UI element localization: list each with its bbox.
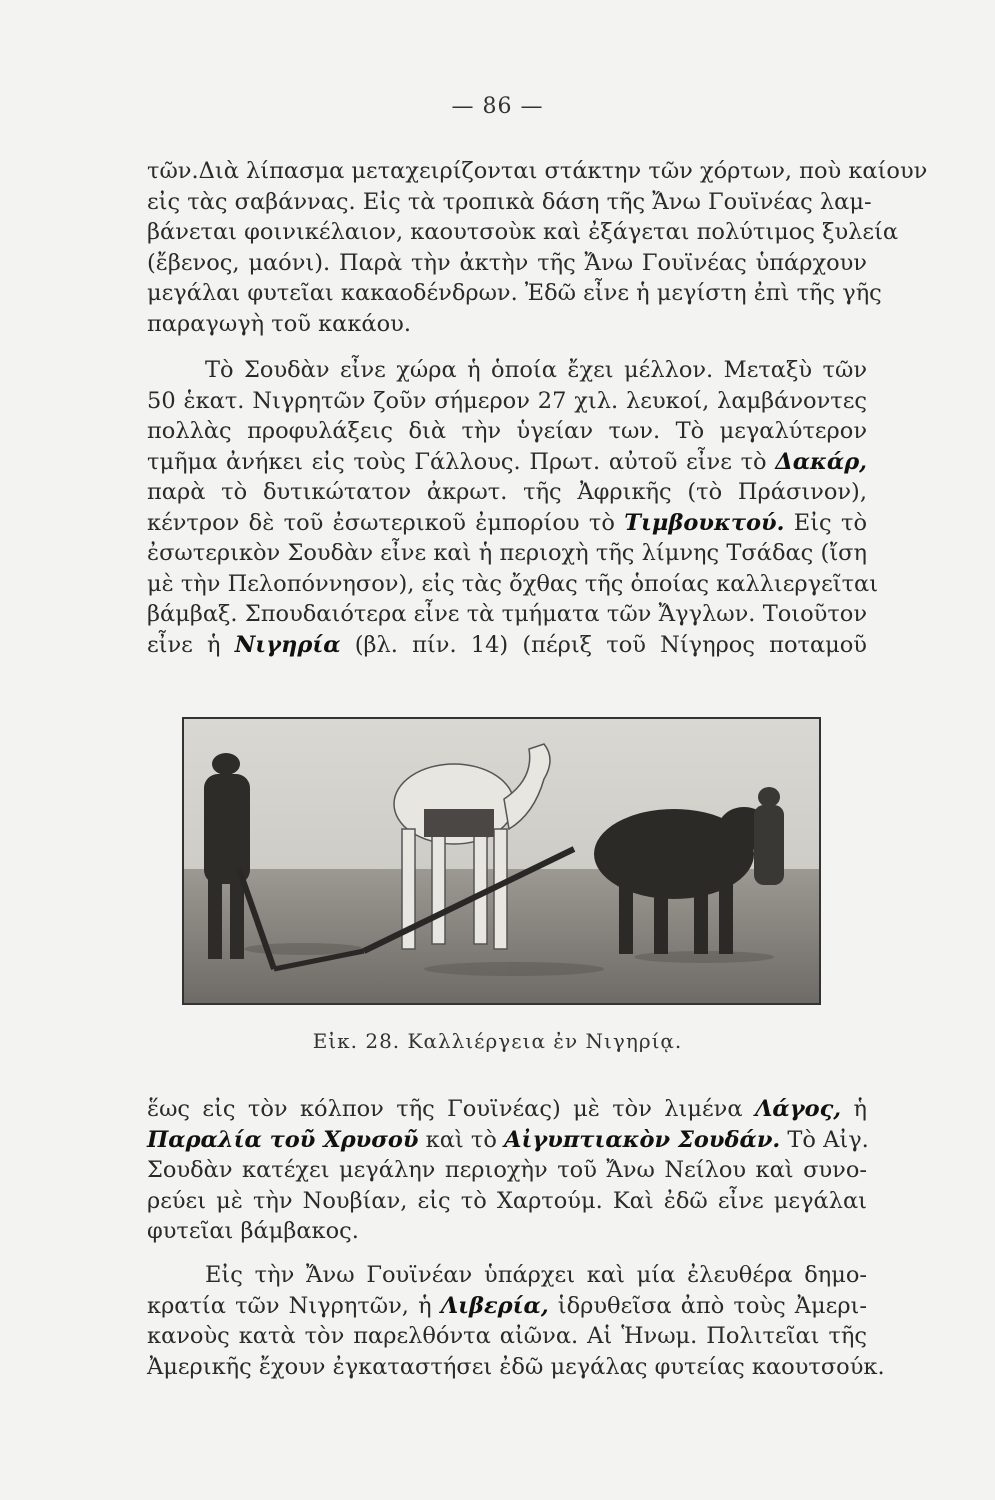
text-line: ρεύει μὲ τὴν Νουβίαν, εἰς τὸ Χαρτούμ. Καὶ ἐδῶ εἶνε μεγάλαι xyxy=(147,1187,867,1214)
text-run: τμῆμα ἀνήκει εἰς τοὺς Γάλλους. Πρωτ. αὐτοῦ εἶνε τὸ xyxy=(147,448,776,475)
place-name-dakar: Δακάρ, xyxy=(775,448,867,475)
text-line: παραγωγὴ τοῦ κακάου. xyxy=(147,310,411,337)
text-run: ἱδρυθεῖσα ἀπὸ τοὺς Ἀμερι- xyxy=(548,1292,867,1319)
text-run: Τὸ Αἰγ. xyxy=(780,1126,869,1153)
text-line: ἐσωτερικὸν Σουδὰν εἶνε καὶ ἡ περιοχὴ τῆς λίμνης Τσάδας (ἴση xyxy=(147,540,867,566)
text-line: πολλὰς προφυλάξεις διὰ τὴν ὑγείαν των. Τὸ μεγαλύτερον xyxy=(147,418,867,444)
text-line xyxy=(147,1125,867,1156)
text-line xyxy=(147,1094,867,1125)
text-line xyxy=(147,508,867,539)
page-number: — 86 — xyxy=(451,94,544,119)
paragraph-sudan xyxy=(147,355,879,660)
text-line: βάμβαξ. Σπουδαιότερα εἶνε τὰ τμήματα τῶν Ἄγγλων. Τοιοῦτον xyxy=(147,601,867,627)
text-line: κανοὺς κατὰ τὸν παρελθόντα αἰῶνα. Αἱ Ἡνωμ. Πολιτεῖαι τῆς xyxy=(147,1323,867,1349)
text-line: παρὰ τὸ δυτικώτατον ἀκρωτ. τῆς Ἀφρικῆς (τὸ Πράσινον), xyxy=(147,479,867,505)
text-run: ἕως εἰς τὸν κόλπον τῆς Γουϊνέας) μὲ τὸν λιμένα xyxy=(147,1096,755,1122)
text-line: Σουδὰν κατέχει μεγάλην περιοχὴν τοῦ Ἄνω Νείλου καὶ συνο- xyxy=(147,1157,867,1183)
text-line: (ἔβενος, μαόνι). Παρὰ τὴν ἀκτὴν τῆς Ἄνω Γουϊνέας ὑπάρχουν xyxy=(147,249,867,276)
text-line: φυτεῖαι βάμβακος. xyxy=(147,1218,359,1244)
text-line xyxy=(147,630,867,661)
place-name-gold-coast: Παραλία τοῦ Χρυσοῦ xyxy=(147,1126,419,1153)
figure-photo-plowing xyxy=(182,717,821,1005)
place-name-timbuktu: Τιμβουκτού. xyxy=(624,509,785,536)
text-run: (βλ. πίν. 14) (πέριξ τοῦ Νίγηρος ποταμοῦ xyxy=(340,631,867,658)
text-run: κέντρον δὲ τοῦ ἐσωτερικοῦ ἐμπορίου τὸ xyxy=(147,509,625,536)
paragraph-liberia xyxy=(147,1260,885,1382)
text-line: τῶν.Διὰ λίπασμα μεταχειρίζονται στάκτην τῶν χόρτων, ποὺ καίουν xyxy=(147,158,928,184)
text-line: μὲ τὴν Πελοπόννησον), εἰς τὰς ὄχθας τῆς ὁποίας καλλιεργεῖται xyxy=(147,570,879,597)
text-line: Ἀμερικῆς ἔχουν ἐγκαταστήσει ἐδῶ μεγάλας φυτείας καουτσούκ. xyxy=(147,1353,885,1380)
paragraph-nigeria-continued xyxy=(147,1094,867,1247)
text-line xyxy=(147,447,867,478)
text-line: Τὸ Σουδὰν εἶνε χώρα ἡ ὁποία ἔχει μέλλον. Μεταξὺ τῶν xyxy=(205,357,867,383)
text-line: εἰς τὰς σαβάννας. Εἰς τὰ τροπικὰ δάση τῆς Ἄνω Γουϊνέας λαμ- xyxy=(147,188,872,215)
plowing-scene-illustration xyxy=(184,719,819,1003)
place-name-egyptian-sudan: Αἰγυπτιακὸν Σουδάν. xyxy=(504,1126,781,1153)
place-name-lagos: Λάγος, xyxy=(754,1096,842,1122)
text-run: εἶνε ἡ xyxy=(147,631,235,658)
place-name-liberia: Λιβερία, xyxy=(440,1292,549,1319)
text-line xyxy=(147,1291,867,1322)
text-line: Εἰς τὴν Ἄνω Γουϊνέαν ὑπάρχει καὶ μία ἐλευθέρα δημο- xyxy=(205,1262,867,1288)
text-line: 50 ἑκατ. Νιγρητῶν ζοῦν σήμερον 27 χιλ. λευκοί, λαμβάνοντες xyxy=(147,387,867,414)
place-name-nigeria: Νιγηρία xyxy=(234,631,341,658)
text-run: καὶ τὸ xyxy=(418,1126,505,1153)
text-run: κρατία τῶν Νιγρητῶν, ἡ xyxy=(147,1292,441,1319)
text-run: Εἰς τὸ xyxy=(784,509,867,536)
figure-caption: Εἰκ. 28. Καλλιέργεια ἐν Νιγηρίᾳ. xyxy=(312,1029,683,1053)
text-line: μεγάλαι φυτεῖαι κακαοδένδρων. Ἐδῶ εἶνε ἡ μεγίστη ἐπὶ τῆς γῆς xyxy=(147,280,882,306)
paragraph-tropical-forests xyxy=(147,156,928,339)
text-run: ἡ xyxy=(841,1096,867,1122)
text-line: βάνεται φοινικέλαιον, καουτσοὺκ καὶ ἐξάγεται πολύτιμος ξυλεία xyxy=(147,219,899,245)
